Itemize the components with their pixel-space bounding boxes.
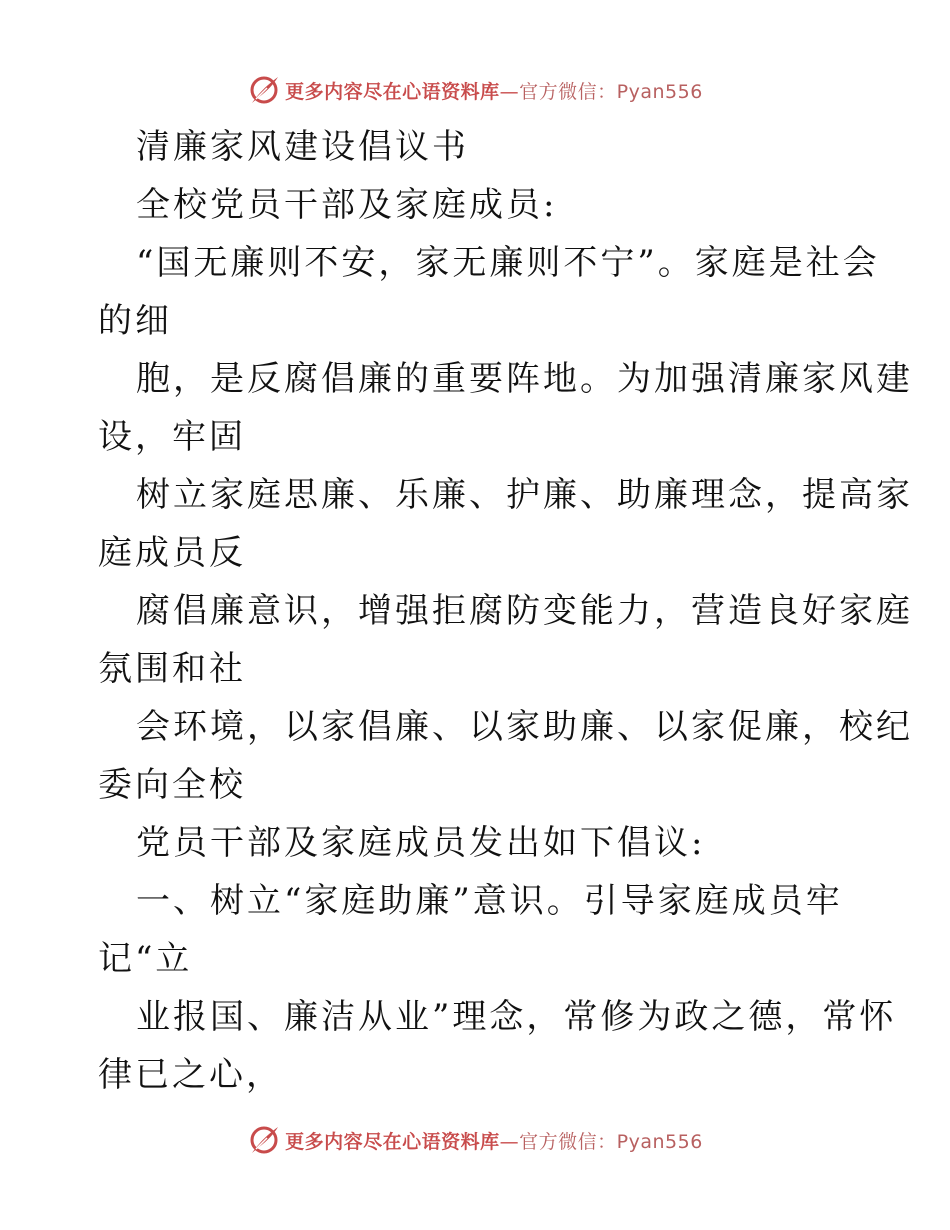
document-line: 氛围和社: [98, 649, 246, 689]
document-title: 清廉家风建设倡议书: [136, 127, 469, 167]
footer-watermark: [0, 1120, 950, 1160]
document-line: 设，牢固: [98, 417, 246, 457]
document-line: 全校党员干部及家庭成员:: [136, 185, 558, 225]
quill-logo-icon: [247, 1123, 281, 1157]
document-line: 业报国、廉洁从业”理念，常修为政之德，常怀: [136, 997, 897, 1037]
document-line: 委向全校: [98, 765, 246, 805]
watermark-dash: —: [499, 80, 520, 103]
document-line: 腐倡廉意识，增强拒腐防变能力，营造良好家庭: [136, 591, 913, 631]
watermark-text: [285, 1127, 703, 1154]
quill-logo-icon: [247, 73, 281, 107]
document-line: 会环境，以家倡廉、以家助廉、以家促廉，校纪: [136, 707, 913, 747]
watermark-sub: 官方微信：Pyan556: [519, 1130, 703, 1153]
watermark-sub: 官方微信：Pyan556: [519, 80, 703, 103]
document-line: 党员干部及家庭成员发出如下倡议:: [136, 823, 706, 863]
document-line: 胞，是反腐倡廉的重要阵地。为加强清廉家风建: [136, 359, 913, 399]
watermark-main: 更多内容尽在心语资料库: [285, 1130, 500, 1153]
document-body: [98, 118, 913, 1104]
watermark-text: [285, 77, 703, 104]
document-line: 的细: [98, 301, 172, 341]
document-line: 一、树立“家庭助廉”意识。引导家庭成员牢: [136, 881, 843, 921]
document-line: 律已之心，: [98, 1055, 283, 1095]
document-line: “国无廉则不安，家无廉则不宁”。家庭是社会: [136, 243, 880, 283]
document-line: 树立家庭思廉、乐廉、护廉、助廉理念，提高家: [136, 475, 913, 515]
watermark-main: 更多内容尽在心语资料库: [285, 80, 500, 103]
document-line: 记“立: [98, 939, 193, 979]
document-line: 庭成员反: [98, 533, 246, 573]
watermark-dash: —: [499, 1130, 520, 1153]
header-watermark: [0, 70, 950, 110]
